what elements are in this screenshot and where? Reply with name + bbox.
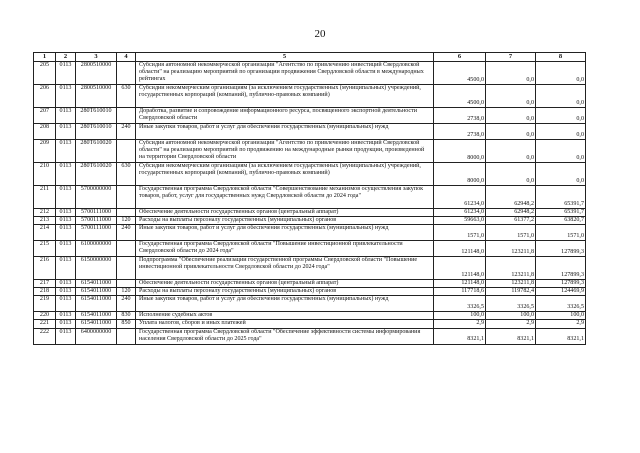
- table-body: [34, 62, 586, 345]
- target-article-code: 6154011000: [76, 280, 117, 288]
- section-code: 0113: [56, 320, 76, 328]
- table-row: [34, 296, 586, 312]
- item-name: Иные закупки товаров, работ и услуг для обеспечения государственных (муниципальных) нужд: [136, 124, 434, 140]
- row-number: 218: [34, 288, 56, 296]
- amount-year-2: 0,0: [486, 85, 536, 108]
- row-number: 219: [34, 296, 56, 312]
- column-header: 7: [486, 53, 536, 62]
- section-code: 0113: [56, 280, 76, 288]
- target-article-code: 6154011000: [76, 312, 117, 320]
- amount-year-2: 0,0: [486, 62, 536, 85]
- row-number: 205: [34, 62, 56, 85]
- item-name: Субсидии некоммерческим организациям (за исключением государственных (муниципальных) учреждений, государственных корпораций (компаний), публично-правовых компаний): [136, 85, 434, 108]
- expense-type-code: 850: [117, 320, 136, 328]
- expense-type-code: 120: [117, 217, 136, 225]
- target-article-code: 5700111000: [76, 217, 117, 225]
- table-row: [34, 312, 586, 320]
- row-number: 212: [34, 209, 56, 217]
- table-row: [34, 140, 586, 163]
- amount-year-3: 63820,7: [536, 217, 586, 225]
- item-name: Государственная программа Свердловской области "Обеспечение эффективности системы информирования населения Свердловской области до 2025 года": [136, 328, 434, 344]
- section-code: 0113: [56, 108, 76, 124]
- amount-year-2: 0,0: [486, 108, 536, 124]
- amount-year-3: 124469,9: [536, 288, 586, 296]
- expense-type-code: [117, 328, 136, 344]
- amount-year-2: 2,9: [486, 320, 536, 328]
- amount-year-3: 0,0: [536, 140, 586, 163]
- section-code: 0113: [56, 140, 76, 163]
- amount-year-2: 1571,0: [486, 225, 536, 241]
- amount-year-1: 121148,0: [434, 241, 486, 257]
- target-article-code: 6400000000: [76, 328, 117, 344]
- row-number: 216: [34, 257, 56, 280]
- amount-year-1: 100,0: [434, 312, 486, 320]
- amount-year-1: 3326,5: [434, 296, 486, 312]
- amount-year-2: 62948,2: [486, 209, 536, 217]
- amount-year-3: 0,0: [536, 108, 586, 124]
- column-header: 2: [56, 53, 76, 62]
- target-article-code: 2800510000: [76, 62, 117, 85]
- table-row: [34, 288, 586, 296]
- budget-table: [33, 52, 586, 345]
- section-code: 0113: [56, 288, 76, 296]
- target-article-code: 280Т610010: [76, 108, 117, 124]
- row-number: 208: [34, 124, 56, 140]
- table-row: [34, 108, 586, 124]
- amount-year-3: 127899,3: [536, 280, 586, 288]
- section-code: 0113: [56, 217, 76, 225]
- expense-type-code: [117, 186, 136, 209]
- expense-type-code: 630: [117, 85, 136, 108]
- amount-year-2: 62948,2: [486, 186, 536, 209]
- row-number: 213: [34, 217, 56, 225]
- item-name: Субсидия автономной некоммерческой организации "Агентство по привлечению инвестиций Свердловской области" на реализацию мероприятий по продвижению на международные рынки продукции, произведенной на территории Свердловской области: [136, 140, 434, 163]
- amount-year-2: 3326,5: [486, 296, 536, 312]
- amount-year-2: 61377,2: [486, 217, 536, 225]
- expense-type-code: 120: [117, 288, 136, 296]
- table-row: [34, 163, 586, 186]
- row-number: 221: [34, 320, 56, 328]
- target-article-code: 6100000000: [76, 241, 117, 257]
- table-row: [34, 280, 586, 288]
- target-article-code: 5700111000: [76, 209, 117, 217]
- amount-year-3: 0,0: [536, 62, 586, 85]
- row-number: 209: [34, 140, 56, 163]
- target-article-code: 5700111000: [76, 225, 117, 241]
- section-code: 0113: [56, 225, 76, 241]
- amount-year-1: 61234,0: [434, 209, 486, 217]
- expense-type-code: [117, 209, 136, 217]
- expense-type-code: 240: [117, 225, 136, 241]
- target-article-code: 280Т610020: [76, 163, 117, 186]
- table-row: [34, 124, 586, 140]
- table-row: [34, 241, 586, 257]
- expense-type-code: 630: [117, 163, 136, 186]
- column-header: 5: [136, 53, 434, 62]
- column-header: 3: [76, 53, 117, 62]
- amount-year-3: 0,0: [536, 85, 586, 108]
- expense-type-code: [117, 140, 136, 163]
- amount-year-3: 127899,3: [536, 241, 586, 257]
- section-code: 0113: [56, 328, 76, 344]
- row-number: 210: [34, 163, 56, 186]
- row-number: 207: [34, 108, 56, 124]
- expense-type-code: 830: [117, 312, 136, 320]
- amount-year-1: 4500,0: [434, 62, 486, 85]
- row-number: 222: [34, 328, 56, 344]
- expense-type-code: [117, 62, 136, 85]
- row-number: 215: [34, 241, 56, 257]
- target-article-code: 6154011000: [76, 320, 117, 328]
- header-row: [34, 53, 586, 62]
- amount-year-2: 123211,8: [486, 241, 536, 257]
- amount-year-3: 3326,5: [536, 296, 586, 312]
- amount-year-3: 8321,1: [536, 328, 586, 344]
- target-article-code: 6150000000: [76, 257, 117, 280]
- table-row: [34, 62, 586, 85]
- table-row: [34, 328, 586, 344]
- row-number: 220: [34, 312, 56, 320]
- amount-year-3: 100,0: [536, 312, 586, 320]
- amount-year-3: 65391,7: [536, 209, 586, 217]
- amount-year-1: 8000,0: [434, 140, 486, 163]
- row-number: 206: [34, 85, 56, 108]
- expense-type-code: [117, 280, 136, 288]
- item-name: Расходы на выплаты персоналу государственных (муниципальных) органов: [136, 288, 434, 296]
- section-code: 0113: [56, 241, 76, 257]
- table-row: [34, 225, 586, 241]
- expense-type-code: [117, 241, 136, 257]
- amount-year-1: 121148,0: [434, 257, 486, 280]
- target-article-code: 6154011000: [76, 296, 117, 312]
- amount-year-3: 127899,3: [536, 257, 586, 280]
- target-article-code: 2800510000: [76, 85, 117, 108]
- item-name: Субсидия автономной некоммерческой организации "Агентство по привлечению инвестиций Свердловской области" на реализацию мероприятий по организации продвижения Свердловской области в международных рейтингах: [136, 62, 434, 85]
- table-row: [34, 217, 586, 225]
- item-name: Иные закупки товаров, работ и услуг для обеспечения государственных (муниципальных) нужд: [136, 225, 434, 241]
- item-name: Субсидии некоммерческим организациям (за исключением государственных (муниципальных) учреждений, государственных корпораций (компаний), публично-правовых компаний): [136, 163, 434, 186]
- row-number: 211: [34, 186, 56, 209]
- amount-year-3: 1571,0: [536, 225, 586, 241]
- amount-year-1: 2,9: [434, 320, 486, 328]
- row-number: 214: [34, 225, 56, 241]
- amount-year-2: 8321,1: [486, 328, 536, 344]
- item-name: Обеспечение деятельности государственных органов (центральный аппарат): [136, 280, 434, 288]
- amount-year-2: 119782,4: [486, 288, 536, 296]
- section-code: 0113: [56, 312, 76, 320]
- amount-year-1: 61234,0: [434, 186, 486, 209]
- amount-year-1: 59663,0: [434, 217, 486, 225]
- item-name: Государственная программа Свердловской области "Повышение инвестиционной привлекательности Свердловской области до 2024 года": [136, 241, 434, 257]
- amount-year-1: 8321,1: [434, 328, 486, 344]
- item-name: Обеспечение деятельности государственных органов (центральный аппарат): [136, 209, 434, 217]
- amount-year-2: 123211,8: [486, 257, 536, 280]
- item-name: Доработка, развитие и сопровождение информационного ресурса, посвященного экспортной деятельности Свердловской области: [136, 108, 434, 124]
- item-name: Иные закупки товаров, работ и услуг для обеспечения государственных (муниципальных) нужд: [136, 296, 434, 312]
- amount-year-3: 2,9: [536, 320, 586, 328]
- table-row: [34, 85, 586, 108]
- amount-year-2: 100,0: [486, 312, 536, 320]
- column-header: 1: [34, 53, 56, 62]
- table-row: [34, 186, 586, 209]
- expense-type-code: [117, 108, 136, 124]
- table-row: [34, 257, 586, 280]
- section-code: 0113: [56, 209, 76, 217]
- table-row: [34, 209, 586, 217]
- amount-year-1: 2738,0: [434, 108, 486, 124]
- amount-year-1: 8000,0: [434, 163, 486, 186]
- item-name: Государственная программа Свердловской области "Совершенствование механизмов осуществления закупок товаров, работ, услуг для государственных нужд Свердловской области до 2024 года": [136, 186, 434, 209]
- page-number: 20: [314, 28, 326, 40]
- amount-year-1: 4500,0: [434, 85, 486, 108]
- section-code: 0113: [56, 186, 76, 209]
- amount-year-2: 0,0: [486, 163, 536, 186]
- amount-year-1: 121148,0: [434, 280, 486, 288]
- expense-type-code: 240: [117, 296, 136, 312]
- item-name: Расходы на выплаты персоналу государственных (муниципальных) органов: [136, 217, 434, 225]
- target-article-code: 5700000000: [76, 186, 117, 209]
- table-row: [34, 320, 586, 328]
- column-header: 4: [117, 53, 136, 62]
- amount-year-3: 0,0: [536, 124, 586, 140]
- target-article-code: 6154011000: [76, 288, 117, 296]
- item-name: Исполнение судебных актов: [136, 312, 434, 320]
- amount-year-3: 0,0: [536, 163, 586, 186]
- amount-year-2: 0,0: [486, 124, 536, 140]
- amount-year-1: 2738,0: [434, 124, 486, 140]
- expense-type-code: 240: [117, 124, 136, 140]
- section-code: 0113: [56, 85, 76, 108]
- section-code: 0113: [56, 124, 76, 140]
- expense-type-code: [117, 257, 136, 280]
- amount-year-1: 1571,0: [434, 225, 486, 241]
- item-name: Уплата налогов, сборов и иных платежей: [136, 320, 434, 328]
- column-header: 8: [536, 53, 586, 62]
- amount-year-1: 117718,6: [434, 288, 486, 296]
- section-code: 0113: [56, 257, 76, 280]
- row-number: 217: [34, 280, 56, 288]
- amount-year-3: 65391,7: [536, 186, 586, 209]
- item-name: Подпрограмма "Обеспечение реализации государственной программы Свердловской области "Повышение инвестиционной привлекательности Свердловской области до 2024 года": [136, 257, 434, 280]
- section-code: 0113: [56, 296, 76, 312]
- section-code: 0113: [56, 62, 76, 85]
- section-code: 0113: [56, 163, 76, 186]
- target-article-code: 280Т610010: [76, 124, 117, 140]
- amount-year-2: 0,0: [486, 140, 536, 163]
- target-article-code: 280Т610020: [76, 140, 117, 163]
- column-header: 6: [434, 53, 486, 62]
- amount-year-2: 123211,8: [486, 280, 536, 288]
